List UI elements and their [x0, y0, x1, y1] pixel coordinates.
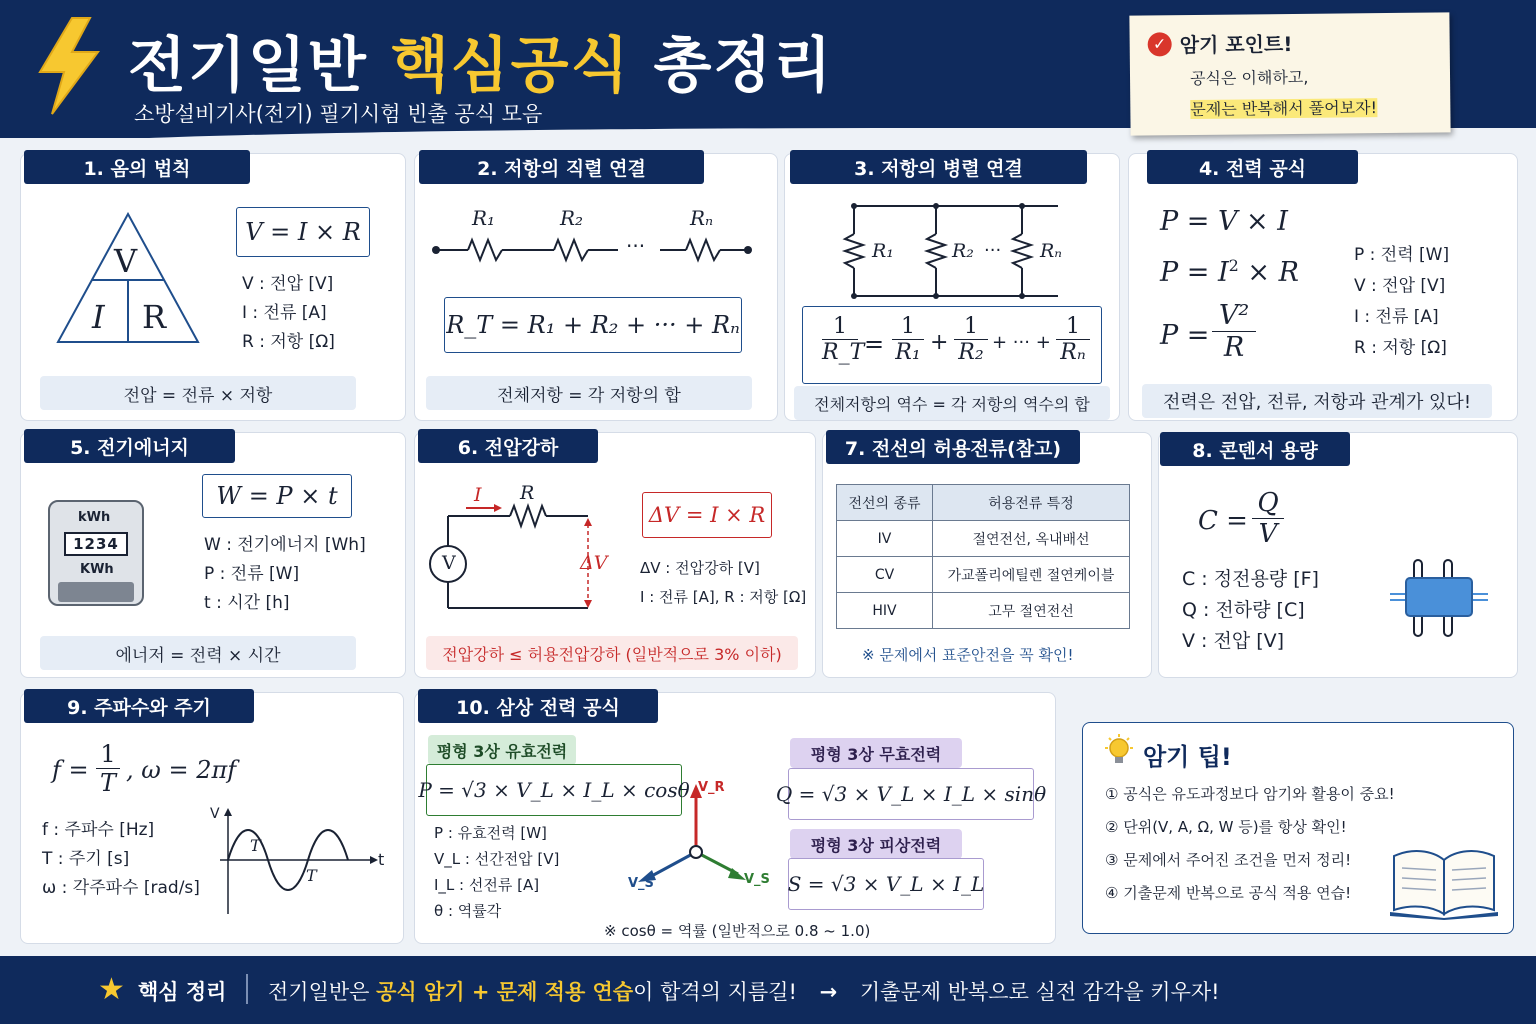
tip-line-1: ① 공식은 유도과정보다 암기와 활용이 중요!	[1105, 785, 1395, 803]
active-power-formula: P = √3 × V_L × I_L × cosθ	[426, 764, 682, 816]
power-formula-1: P = V × I	[1160, 206, 1288, 237]
star-icon: ★	[98, 972, 125, 1007]
series-formula: R_T = R₁ + R₂ + ··· + Rₙ	[444, 297, 742, 353]
check-icon: ✓	[1148, 32, 1172, 56]
footer-divider	[246, 974, 248, 1004]
three-phase-note: ※ cosθ = 역률 (일반적으로 0.8 ~ 1.0)	[604, 922, 871, 940]
freq-period-1: T	[250, 836, 261, 855]
parallel-r1: R₁	[872, 240, 894, 262]
vdrop-r: R	[520, 482, 535, 504]
tip-line-3: ③ 문제에서 주어진 조건을 먼저 정리!	[1105, 851, 1352, 869]
table-row: CV 가교폴리에틸렌 절연케이블	[837, 557, 1130, 593]
ohm-caption: 전압 = 전류 × 저항	[40, 376, 356, 410]
power-formula-3-left: P =	[1160, 320, 1210, 351]
capacitor-icon	[1388, 554, 1492, 640]
table-row: IV 절연전선, 옥내배선	[837, 521, 1130, 557]
page-title: 전기일반 핵심공식 총정리	[128, 31, 834, 101]
parallel-frac-rn: 1 Rₙ	[1056, 314, 1090, 365]
phasor-vs2: V_S	[744, 872, 770, 887]
tag-wire: 7. 전선의 허용전류(참고)	[826, 430, 1080, 464]
ohm-legend: V : 전압 [V] I : 전류 [A] R : 저항 [Ω]	[242, 274, 335, 352]
vdrop-dv: ΔV	[580, 552, 608, 574]
parallel-dots: ···	[984, 240, 1002, 261]
freq-axis-t: t	[378, 850, 385, 869]
meter-icon: kWh 1234 KWh	[48, 500, 144, 606]
parallel-eq: =	[864, 330, 885, 358]
page-subtitle: 소방설비기사(전기) 필기시험 빈출 공식 모음	[134, 102, 543, 126]
tag-capacitor: 8. 콘덴서 용량	[1160, 432, 1350, 466]
series-dots: ···	[626, 234, 646, 258]
tag-series: 2. 저항의 직렬 연결	[419, 150, 704, 184]
open-book-icon	[1386, 846, 1502, 920]
freq-axis-v: V	[210, 806, 220, 822]
energy-legend: W : 전기에너지 [Wh] P : 전류 [W] t : 시간 [h]	[204, 535, 366, 613]
power-legend: P : 전력 [W] V : 전압 [V] I : 전류 [A] R : 저항 [Ω]	[1354, 245, 1450, 358]
footer-label: 핵심 정리	[138, 980, 227, 1004]
ohm-formula: V = I × R	[236, 207, 370, 257]
freq-period-2: T	[306, 866, 317, 885]
triangle-i: I	[92, 298, 105, 336]
phasor-vr: V_R	[698, 780, 725, 795]
power-formula-2: $P = I^2 \times R$	[1160, 256, 1299, 288]
wire-table	[836, 484, 1130, 629]
freq-formula-frac: 1 T	[96, 740, 120, 797]
tag-frequency: 9. 주파수와 주기	[24, 689, 254, 723]
series-r1: R₁	[472, 206, 496, 230]
parallel-r2: R₂	[952, 240, 974, 262]
freq-legend: f : 주파수 [Hz] T : 주기 [s] ω : 각주파수 [rad/s]	[42, 820, 200, 898]
parallel-frac-rt: 1 R_T	[822, 314, 865, 365]
energy-formula: W = P × t	[202, 474, 352, 518]
footer-text: 전기일반은 공식 암기 + 문제 적용 연습이 합격의 지름길! → 기출문제 반복으로 실전 감각을 키우자!	[268, 980, 1220, 1004]
memo-title: ✓ 암기 포인트!	[1148, 27, 1432, 59]
pill-active-power: 평형 3상 유효전력	[428, 735, 576, 765]
apparent-power-formula: S = √3 × V_L × I_L	[788, 858, 984, 910]
tag-ohm-law: 1. 옴의 법칙	[24, 150, 250, 184]
table-row: HIV 고무 절연전선	[837, 593, 1130, 629]
reactive-power-formula: Q = √3 × V_L × I_L × sinθ	[788, 768, 1034, 820]
memo-line-1: 공식은 이해하고,	[1189, 67, 1309, 89]
freq-formula-left: f =	[52, 756, 89, 784]
lightning-bolt-icon	[32, 16, 104, 116]
series-rn: Rₙ	[690, 206, 714, 230]
cap-formula-left: C =	[1198, 506, 1248, 536]
parallel-plus: +	[930, 330, 949, 355]
parallel-caption: 전체저항의 역수 = 각 저항의 역수의 합	[794, 386, 1110, 420]
tips-title: 암기 팁!	[1143, 743, 1232, 771]
tag-energy: 5. 전기에너지	[24, 429, 235, 463]
parallel-rn: Rₙ	[1040, 240, 1063, 262]
tag-parallel: 3. 저항의 병렬 연결	[790, 150, 1087, 184]
memo-line-2: 문제는 반복해서 풀어보자!	[1190, 98, 1378, 120]
arrow-right-icon: →	[819, 980, 838, 1004]
vdrop-i: I	[474, 484, 482, 506]
pill-reactive-power: 평형 3상 무효전력	[790, 738, 962, 768]
triangle-v: V	[114, 242, 138, 280]
cap-formula-frac: Q V	[1252, 488, 1284, 549]
tag-three-phase: 10. 삼상 전력 공식	[418, 689, 658, 723]
lightbulb-icon	[1101, 733, 1137, 769]
memo-note	[1129, 12, 1450, 135]
triangle-r: R	[142, 298, 167, 336]
three-phase-legend: P : 유효전력 [W] V_L : 선간전압 [V] I_L : 선전류 [A] θ : 역률각	[434, 824, 560, 920]
vdrop-formula: ΔV = I × R	[642, 492, 772, 538]
power-formula-3-frac: V² R	[1212, 300, 1256, 363]
tag-power: 4. 전력 공식	[1147, 150, 1358, 184]
freq-formula-right: , ω = 2πf	[126, 756, 237, 784]
footer-banner	[0, 956, 1536, 1024]
series-r2: R₂	[560, 206, 584, 230]
cap-legend: C : 정전용량 [F] Q : 전하량 [C] V : 전압 [V]	[1182, 568, 1319, 652]
energy-caption: 에너저 = 전력 × 시간	[40, 636, 356, 670]
vdrop-caption: 전압강하 ≤ 허용전압강하 (일반적으로 3% 이하)	[426, 636, 798, 670]
parallel-frac-r1: 1 R₁	[892, 314, 924, 365]
series-caption: 전체저항 = 각 저항의 합	[426, 376, 752, 410]
table-header-row: 전선의 종류 허용전류 특정	[837, 485, 1130, 521]
vdrop-legend: ΔV : 전압강하 [V] I : 전류 [A], R : 저항 [Ω]	[640, 559, 807, 606]
tip-line-4: ④ 기출문제 반복으로 공식 적용 연습!	[1105, 884, 1352, 902]
series-circuit	[430, 230, 760, 270]
phasor-vs: V_S	[628, 876, 654, 891]
tag-voltage-drop: 6. 전압강하	[418, 429, 598, 463]
parallel-frac-r2: 1 R₂	[954, 314, 988, 365]
parallel-plusdots: + ··· +	[992, 332, 1051, 353]
tip-line-2: ② 단위(V, A, Ω, W 등)를 항상 확인!	[1105, 818, 1347, 836]
sine-wave-plot	[216, 806, 385, 916]
vdrop-v: V	[442, 552, 456, 574]
pill-apparent-power: 평형 3상 피상전력	[790, 829, 962, 859]
wire-note: ※ 문제에서 표준안전을 꼭 확인!	[862, 646, 1074, 664]
power-caption: 전력은 전압, 전류, 저항과 관계가 있다!	[1142, 384, 1492, 418]
